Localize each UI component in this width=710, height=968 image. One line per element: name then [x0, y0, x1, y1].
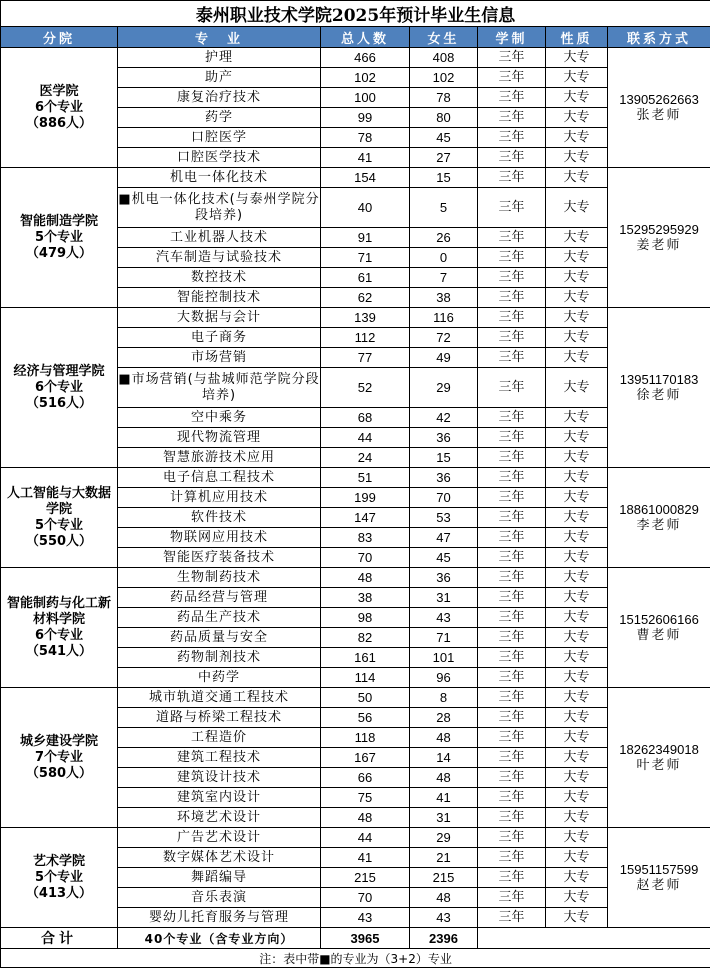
major-total: 78: [321, 128, 410, 148]
major-female: 14: [410, 748, 478, 768]
major-total: 52: [321, 368, 410, 408]
major-duration: 三年: [478, 408, 546, 428]
major-total: 83: [321, 528, 410, 548]
major-duration: 三年: [478, 168, 546, 188]
major-female: 78: [410, 88, 478, 108]
department-people: （479人）: [1, 246, 117, 262]
department-name: 人工智能与大数据学院: [1, 486, 117, 518]
table-row: [1, 468, 710, 488]
major-duration: 三年: [478, 828, 546, 848]
major-female: 102: [410, 68, 478, 88]
major-female: 29: [410, 828, 478, 848]
major-name: 康复治疗技术: [118, 88, 321, 108]
major-level: 大专: [546, 428, 608, 448]
major-level: 大专: [546, 908, 608, 928]
total-count: 3965: [321, 928, 410, 949]
major-duration: 三年: [478, 348, 546, 368]
major-name: ■市场营销(与盐城师范学院分段培养): [118, 368, 321, 408]
major-total: 91: [321, 228, 410, 248]
major-female: 5: [410, 188, 478, 228]
department-people: （580人）: [1, 766, 117, 782]
major-level: 大专: [546, 708, 608, 728]
department-major-count: 6个专业: [1, 380, 117, 396]
major-name: 电子信息工程技术: [118, 468, 321, 488]
major-total: 50: [321, 688, 410, 708]
department-name: 经济与管理学院: [1, 364, 117, 380]
major-name: 现代物流管理: [118, 428, 321, 448]
major-duration: 三年: [478, 268, 546, 288]
major-female: 43: [410, 908, 478, 928]
contact-cell: [608, 308, 710, 468]
major-total: 118: [321, 728, 410, 748]
major-name: 药物制剂技术: [118, 648, 321, 668]
major-total: 48: [321, 808, 410, 828]
major-name: 助产: [118, 68, 321, 88]
major-level: 大专: [546, 768, 608, 788]
major-level: 大专: [546, 608, 608, 628]
major-duration: 三年: [478, 88, 546, 108]
major-name: 药品生产技术: [118, 608, 321, 628]
major-name: 广告艺术设计: [118, 828, 321, 848]
major-level: 大专: [546, 88, 608, 108]
header-major: 专 业: [118, 27, 321, 48]
contact-phone: 18262349018: [608, 742, 710, 758]
table-row: [1, 48, 710, 68]
major-total: 41: [321, 148, 410, 168]
contact-cell: [608, 828, 710, 928]
major-female: 15: [410, 168, 478, 188]
department-people: （886人）: [1, 116, 117, 132]
major-female: 71: [410, 628, 478, 648]
contact-phone: 13905262663: [608, 92, 710, 108]
total-empty: [478, 928, 710, 949]
major-total: 62: [321, 288, 410, 308]
major-duration: 三年: [478, 188, 546, 228]
major-duration: 三年: [478, 848, 546, 868]
major-total: 70: [321, 548, 410, 568]
department-major-count: 6个专业: [1, 100, 117, 116]
major-name: 中药学: [118, 668, 321, 688]
table-row: [1, 168, 710, 188]
major-duration: 三年: [478, 648, 546, 668]
department-cell: [1, 568, 118, 688]
contact-phone: 15152606166: [608, 612, 710, 628]
major-total: 139: [321, 308, 410, 328]
major-name: 汽车制造与试验技术: [118, 248, 321, 268]
table-row: [1, 688, 710, 708]
footnote: 注：表中带■的专业为（3+2）专业: [1, 949, 710, 968]
department-name: 城乡建设学院: [1, 734, 117, 750]
major-duration: 三年: [478, 668, 546, 688]
contact-teacher: 张老师: [608, 108, 710, 124]
header-female: 女生: [410, 27, 478, 48]
major-level: 大专: [546, 268, 608, 288]
major-female: 26: [410, 228, 478, 248]
major-level: 大专: [546, 168, 608, 188]
major-total: 77: [321, 348, 410, 368]
note-row: [1, 949, 710, 968]
major-level: 大专: [546, 248, 608, 268]
major-level: 大专: [546, 588, 608, 608]
major-female: 47: [410, 528, 478, 548]
major-female: 45: [410, 548, 478, 568]
major-level: 大专: [546, 888, 608, 908]
major-female: 101: [410, 648, 478, 668]
major-duration: 三年: [478, 588, 546, 608]
major-total: 41: [321, 848, 410, 868]
department-people: （541人）: [1, 644, 117, 660]
contact-cell: [608, 168, 710, 308]
department-name: 医学院: [1, 84, 117, 100]
contact-teacher: 赵老师: [608, 878, 710, 894]
major-duration: 三年: [478, 248, 546, 268]
major-female: 8: [410, 688, 478, 708]
major-total: 61: [321, 268, 410, 288]
major-duration: 三年: [478, 568, 546, 588]
major-duration: 三年: [478, 68, 546, 88]
department-name: 智能制造学院: [1, 214, 117, 230]
major-total: 161: [321, 648, 410, 668]
major-female: 53: [410, 508, 478, 528]
major-name: 智能医疗装备技术: [118, 548, 321, 568]
department-cell: [1, 828, 118, 928]
major-total: 38: [321, 588, 410, 608]
major-female: 7: [410, 268, 478, 288]
major-level: 大专: [546, 688, 608, 708]
major-total: 70: [321, 888, 410, 908]
header-contact: 联系方式: [608, 27, 710, 48]
major-level: 大专: [546, 228, 608, 248]
major-name: 城市轨道交通工程技术: [118, 688, 321, 708]
department-cell: [1, 168, 118, 308]
major-level: 大专: [546, 788, 608, 808]
major-duration: 三年: [478, 288, 546, 308]
major-female: 45: [410, 128, 478, 148]
major-duration: 三年: [478, 908, 546, 928]
major-name: 生物制药技术: [118, 568, 321, 588]
department-name: 艺术学院: [1, 854, 117, 870]
major-total: 100: [321, 88, 410, 108]
major-name: 口腔医学: [118, 128, 321, 148]
major-duration: 三年: [478, 328, 546, 348]
major-level: 大专: [546, 128, 608, 148]
major-level: 大专: [546, 508, 608, 528]
contact-teacher: 姜老师: [608, 238, 710, 254]
major-total: 102: [321, 68, 410, 88]
major-duration: 三年: [478, 528, 546, 548]
major-total: 167: [321, 748, 410, 768]
contact-teacher: 李老师: [608, 518, 710, 534]
major-name: 建筑室内设计: [118, 788, 321, 808]
major-name: 工业机器人技术: [118, 228, 321, 248]
major-level: 大专: [546, 868, 608, 888]
major-total: 112: [321, 328, 410, 348]
contact-phone: 15295295929: [608, 222, 710, 238]
major-duration: 三年: [478, 508, 546, 528]
major-duration: 三年: [478, 548, 546, 568]
major-female: 31: [410, 588, 478, 608]
major-level: 大专: [546, 568, 608, 588]
total-majors: 40个专业（含专业方向）: [118, 928, 321, 949]
table-row: [1, 568, 710, 588]
major-female: 70: [410, 488, 478, 508]
department-major-count: 5个专业: [1, 870, 117, 886]
major-level: 大专: [546, 808, 608, 828]
major-total: 199: [321, 488, 410, 508]
major-level: 大专: [546, 288, 608, 308]
major-duration: 三年: [478, 628, 546, 648]
major-level: 大专: [546, 348, 608, 368]
major-total: 68: [321, 408, 410, 428]
major-name: 道路与桥梁工程技术: [118, 708, 321, 728]
major-level: 大专: [546, 408, 608, 428]
major-female: 72: [410, 328, 478, 348]
major-name: 电子商务: [118, 328, 321, 348]
major-duration: 三年: [478, 468, 546, 488]
major-total: 215: [321, 868, 410, 888]
major-total: 44: [321, 428, 410, 448]
major-name: 药品质量与安全: [118, 628, 321, 648]
major-female: 0: [410, 248, 478, 268]
major-duration: 三年: [478, 368, 546, 408]
major-total: 147: [321, 508, 410, 528]
major-name: 建筑工程技术: [118, 748, 321, 768]
major-total: 154: [321, 168, 410, 188]
major-level: 大专: [546, 528, 608, 548]
contact-teacher: 曹老师: [608, 628, 710, 644]
department-people: （516人）: [1, 396, 117, 412]
contact-teacher: 徐老师: [608, 388, 710, 404]
major-female: 21: [410, 848, 478, 868]
major-level: 大专: [546, 308, 608, 328]
major-name: 计算机应用技术: [118, 488, 321, 508]
major-duration: 三年: [478, 148, 546, 168]
major-female: 49: [410, 348, 478, 368]
major-level: 大专: [546, 668, 608, 688]
major-duration: 三年: [478, 808, 546, 828]
major-female: 43: [410, 608, 478, 628]
major-level: 大专: [546, 828, 608, 848]
major-level: 大专: [546, 548, 608, 568]
total-female: 2396: [410, 928, 478, 949]
major-duration: 三年: [478, 608, 546, 628]
total-row: [1, 928, 710, 949]
major-level: 大专: [546, 728, 608, 748]
major-total: 43: [321, 908, 410, 928]
major-duration: 三年: [478, 788, 546, 808]
major-female: 42: [410, 408, 478, 428]
contact-cell: [608, 468, 710, 568]
major-duration: 三年: [478, 888, 546, 908]
major-duration: 三年: [478, 708, 546, 728]
major-female: 48: [410, 768, 478, 788]
major-level: 大专: [546, 328, 608, 348]
major-female: 29: [410, 368, 478, 408]
contact-cell: [608, 568, 710, 688]
major-female: 27: [410, 148, 478, 168]
header-department: 分院: [1, 27, 118, 48]
major-level: 大专: [546, 748, 608, 768]
major-name: 大数据与会计: [118, 308, 321, 328]
major-name: 护理: [118, 48, 321, 68]
major-level: 大专: [546, 448, 608, 468]
major-level: 大专: [546, 108, 608, 128]
department-major-count: 5个专业: [1, 230, 117, 246]
major-duration: 三年: [478, 308, 546, 328]
major-total: 66: [321, 768, 410, 788]
department-major-count: 7个专业: [1, 750, 117, 766]
major-name: 工程造价: [118, 728, 321, 748]
department-major-count: 6个专业: [1, 628, 117, 644]
header-duration: 学制: [478, 27, 546, 48]
major-name: 音乐表演: [118, 888, 321, 908]
major-name: 药品经营与管理: [118, 588, 321, 608]
major-female: 48: [410, 888, 478, 908]
major-female: 31: [410, 808, 478, 828]
title-row: [1, 1, 710, 27]
major-duration: 三年: [478, 728, 546, 748]
department-people: （550人）: [1, 534, 117, 550]
major-total: 24: [321, 448, 410, 468]
major-level: 大专: [546, 68, 608, 88]
major-level: 大专: [546, 628, 608, 648]
contact-cell: [608, 48, 710, 168]
major-total: 82: [321, 628, 410, 648]
major-duration: 三年: [478, 488, 546, 508]
major-level: 大专: [546, 848, 608, 868]
major-name: 婴幼儿托育服务与管理: [118, 908, 321, 928]
major-female: 41: [410, 788, 478, 808]
major-total: 40: [321, 188, 410, 228]
table-row: [1, 308, 710, 328]
major-female: 15: [410, 448, 478, 468]
department-cell: [1, 308, 118, 468]
major-female: 36: [410, 468, 478, 488]
major-name: 数字媒体艺术设计: [118, 848, 321, 868]
major-duration: 三年: [478, 868, 546, 888]
major-total: 56: [321, 708, 410, 728]
major-total: 114: [321, 668, 410, 688]
header-total: 总人数: [321, 27, 410, 48]
total-label: 合计: [1, 928, 118, 949]
contact-cell: [608, 688, 710, 828]
major-total: 466: [321, 48, 410, 68]
major-total: 99: [321, 108, 410, 128]
major-name: 智慧旅游技术应用: [118, 448, 321, 468]
major-total: 51: [321, 468, 410, 488]
major-total: 75: [321, 788, 410, 808]
major-female: 36: [410, 568, 478, 588]
major-name: 药学: [118, 108, 321, 128]
major-female: 116: [410, 308, 478, 328]
major-female: 408: [410, 48, 478, 68]
department-name: 智能制药与化工新材料学院: [1, 596, 117, 628]
major-duration: 三年: [478, 48, 546, 68]
major-female: 38: [410, 288, 478, 308]
major-name: 软件技术: [118, 508, 321, 528]
major-name: 机电一体化技术: [118, 168, 321, 188]
header-level: 性质: [546, 27, 608, 48]
major-duration: 三年: [478, 108, 546, 128]
contact-phone: 18861000829: [608, 502, 710, 518]
major-name: 口腔医学技术: [118, 148, 321, 168]
department-major-count: 5个专业: [1, 518, 117, 534]
major-name: 物联网应用技术: [118, 528, 321, 548]
contact-teacher: 叶老师: [608, 758, 710, 774]
major-female: 48: [410, 728, 478, 748]
major-total: 98: [321, 608, 410, 628]
major-duration: 三年: [478, 128, 546, 148]
major-level: 大专: [546, 148, 608, 168]
contact-phone: 15951157599: [608, 862, 710, 878]
major-name: 空中乘务: [118, 408, 321, 428]
major-female: 36: [410, 428, 478, 448]
major-duration: 三年: [478, 748, 546, 768]
major-name: 智能控制技术: [118, 288, 321, 308]
major-name: 环境艺术设计: [118, 808, 321, 828]
department-cell: [1, 48, 118, 168]
header-row: [1, 27, 710, 48]
major-female: 28: [410, 708, 478, 728]
major-level: 大专: [546, 188, 608, 228]
major-total: 48: [321, 568, 410, 588]
major-name: ■机电一体化技术(与泰州学院分段培养): [118, 188, 321, 228]
major-name: 建筑设计技术: [118, 768, 321, 788]
major-name: 市场营销: [118, 348, 321, 368]
major-total: 44: [321, 828, 410, 848]
major-duration: 三年: [478, 688, 546, 708]
major-duration: 三年: [478, 228, 546, 248]
page-title: 泰州职业技术学院2025年预计毕业生信息: [1, 1, 710, 27]
major-name: 数控技术: [118, 268, 321, 288]
major-female: 80: [410, 108, 478, 128]
department-cell: [1, 688, 118, 828]
major-female: 215: [410, 868, 478, 888]
contact-phone: 13951170183: [608, 372, 710, 388]
major-duration: 三年: [478, 768, 546, 788]
major-level: 大专: [546, 368, 608, 408]
table-row: [1, 828, 710, 848]
major-level: 大专: [546, 468, 608, 488]
major-total: 71: [321, 248, 410, 268]
department-cell: [1, 468, 118, 568]
major-duration: 三年: [478, 448, 546, 468]
major-duration: 三年: [478, 428, 546, 448]
major-level: 大专: [546, 488, 608, 508]
major-level: 大专: [546, 48, 608, 68]
major-name: 舞蹈编导: [118, 868, 321, 888]
major-female: 96: [410, 668, 478, 688]
department-people: （413人）: [1, 886, 117, 902]
major-level: 大专: [546, 648, 608, 668]
